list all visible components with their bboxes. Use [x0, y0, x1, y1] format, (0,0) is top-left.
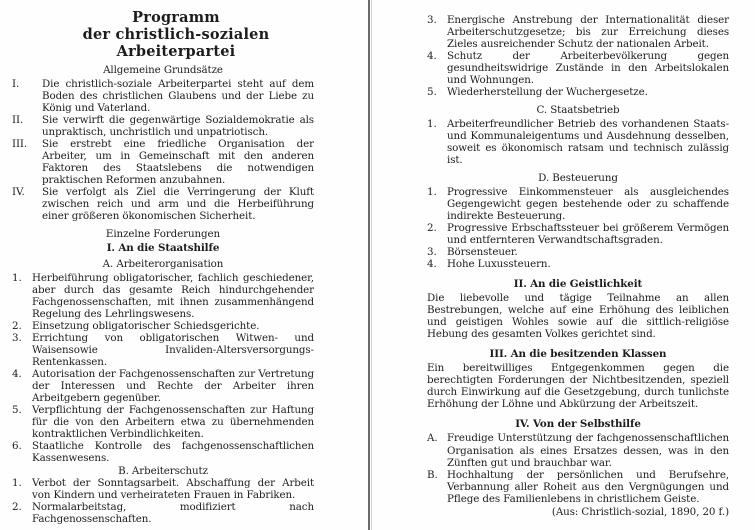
taxation-list [427, 186, 729, 270]
source-citation: (Aus: Christlich-sozial, 1890, 20 f.) [551, 505, 729, 518]
general-principles-heading: Allgemeine Grundsätze [103, 64, 223, 76]
item-text: Errichtung von obligatorischen Witwen- und Waisensowie Invaliden-Altersversorgungs-Rentenkassen. [32, 332, 314, 369]
item-text: Staatliche Kontrolle des fachgenossenschaftlichen Kassenwesens. [32, 440, 314, 465]
principle-item [12, 78, 314, 114]
demand-item [427, 222, 729, 246]
demand-item [427, 86, 729, 98]
item-number: 2. [427, 222, 437, 235]
item-text: Die christlich-soziale Arbeiterpartei steht auf dem Boden des christlichen Glaubens und der Liebe zu König und Vaterland. [42, 78, 314, 115]
item-number: I. [12, 78, 20, 91]
section-heading: I. An die Staatshilfe [106, 242, 220, 255]
item-number: 4. [427, 258, 437, 271]
item-number: 4. [427, 50, 437, 63]
demand-item [12, 477, 314, 501]
item-number: 2. [12, 500, 22, 513]
item-number: 3. [12, 332, 22, 345]
item-text: Energische Anstrebung der Internationalität dieser Arbeiterschutzgesetze; bis zur Erreichung dieses Zieles ausreichender Schutz der nationalen Arbeit. [447, 14, 729, 51]
propertied-classes-paragraph: Ein bereitwilliges Entgegenkommen gegen die berechtigten Forderungen der Nichtbesitzenden, speziell durch Einwirkung auf die Gesetzgebung, durch tunlichste Erhöhung der Löhne und Abkürzung der Arbeitszeit. [427, 362, 729, 411]
item-number: 2. [12, 320, 22, 333]
item-text: Herbeiführung obligatorischer, fachlich geschiedener, aber durch das gesamte Reich hindurchgehender Fachgenossenschaften, mit ihnen zusammenhängend Regelung des Lehrlingswesens. [32, 272, 314, 321]
demand-item [427, 118, 729, 166]
demands-heading: Einzelne Forderungen [105, 228, 221, 241]
demand-item [12, 501, 314, 525]
state-enterprise-list [427, 118, 729, 166]
item-number: 6. [12, 440, 22, 453]
page-gutter-line [368, 0, 370, 530]
subsection-heading: B. Arbeiterschutz [118, 464, 208, 477]
item-text: Arbeiterfreundlicher Betrieb des vorhandenen Staats- und Kommunaleigentums und Ausdehnung desselben, soweit es ökonomisch ratsam und technisch zulässig ist. [447, 118, 729, 167]
demand-item [12, 272, 314, 320]
item-number: 4. [12, 368, 22, 381]
section-heading: II. An die Geistlichkeit [513, 278, 643, 291]
item-number: 1. [427, 118, 437, 131]
item-number: 5. [12, 404, 22, 417]
worker-protection-list [12, 477, 314, 525]
principles-list [12, 78, 314, 222]
item-text: Verbot der Sonntagsarbeit. Abschaffung der Arbeit von Kindern und verheirateten Frauen in Fabriken. [32, 476, 314, 501]
self-help-item [427, 432, 729, 468]
demand-item [427, 186, 729, 222]
item-text: Einsetzung obligatorischer Schiedsgerichte. [32, 320, 260, 333]
demand-item [427, 14, 729, 50]
page-gutter-shadow [371, 0, 372, 530]
item-text: Freudige Unterstützung der fachgenossenschaftlichen Organisation als eines Ersatzes dessen, was in den Zünften gut und brauchbar war. [447, 432, 729, 469]
demand-item [12, 332, 314, 368]
left-column [12, 9, 314, 525]
self-help-item [427, 469, 729, 505]
document-title: Programm [132, 9, 220, 26]
item-text: Autorisation der Fachgenossenschaften zur Vertretung der Interessen und Rechte der Arbeiter ihren Arbeitgebern gegenüber. [32, 368, 314, 405]
section-heading: IV. Von der Selbsthilfe [515, 418, 641, 431]
item-text: Schutz der Arbeiterbevölkerung gegen gesundheitswidrige Zustände in den Arbeitslokalen und Wohnungen. [447, 50, 729, 87]
demand-item [12, 404, 314, 440]
item-letter: A. [427, 432, 438, 445]
right-column [427, 14, 729, 518]
worker-protection-list-continued [427, 14, 729, 98]
principle-item [12, 186, 314, 222]
item-text: Normalarbeitstag, modifiziert nach Fachgenossenschaften. [32, 500, 314, 525]
principle-item [12, 138, 314, 186]
item-text: Progressive Erbschaftssteuer bei größerem Vermögen und entfernteren Verwandtschaftsgraden. [447, 222, 729, 247]
organisation-list [12, 272, 314, 464]
item-number: 5. [427, 86, 437, 99]
item-number: 1. [427, 186, 437, 199]
item-number: 1. [12, 272, 22, 285]
demand-item [427, 258, 729, 270]
demand-item [12, 368, 314, 404]
item-text: Verpflichtung der Fachgenossenschaften zur Haftung für die von den Arbeitern etwa zu übernehmenden kontraktlichen Verbindlichkeiten. [32, 404, 314, 441]
item-number: III. [12, 138, 28, 151]
item-number: 3. [427, 246, 437, 259]
item-number: 3. [427, 14, 437, 26]
item-text: Progressive Einkommensteuer als ausgleichendes Gegengewicht gegen bestehende oder zu schaffende indirekte Besteuerung. [447, 186, 729, 223]
subsection-heading: C. Staatsbetrieb [536, 104, 620, 117]
item-text: Börsensteuer. [447, 246, 518, 259]
section-heading: III. An die besitzenden Klassen [489, 348, 667, 361]
self-help-list [427, 432, 729, 504]
item-number: II. [12, 114, 24, 127]
demand-item [427, 50, 729, 86]
demand-item [427, 246, 729, 258]
subsection-heading: A. Arbeiterorganisation [102, 258, 224, 271]
clergy-paragraph: Die liebevolle und tägige Teilnahme an allen Bestrebungen, welche auf eine Erhöhung des leiblichen und geistigen Wohles sowie auf die sittlich-religiöse Hebung des gesamten Volkes gerichtet sind. [427, 292, 729, 341]
item-number: 1. [12, 476, 22, 489]
item-text: Sie verfolgt als Ziel die Verringerung der Kluft zwischen reich und arm und die Herbeiführung einer größeren ökonomischen Sicherheit. [42, 186, 314, 223]
principle-item [12, 114, 314, 138]
item-text: Sie erstrebt eine friedliche Organisation der Arbeiter, um in Gemeinschaft mit den anderen Faktoren des Staatslebens die notwendigen praktischen Reformen anzubahnen. [42, 138, 314, 187]
item-number: IV. [12, 186, 25, 199]
item-text: Hohe Luxussteuern. [447, 258, 551, 271]
item-text: Hochhaltung der persönlichen und Berufsehre, Verbannung aller Roheit aus den Vergnügungen und Pflege des Familienlebens in christlichem Geiste. [447, 468, 729, 505]
document-subtitle: der christlich-sozialen Arbeiterpartei [82, 26, 270, 60]
item-letter: B. [427, 468, 438, 481]
item-text: Wiederherstellung der Wuchergesetze. [447, 86, 648, 99]
demand-item [12, 320, 314, 332]
demand-item [12, 440, 314, 464]
item-text: Sie verwirft die gegenwärtige Sozialdemokratie als unpraktisch, unchristlich und unpatriotisch. [42, 114, 314, 139]
subsection-heading: D. Besteuerung [538, 172, 618, 185]
